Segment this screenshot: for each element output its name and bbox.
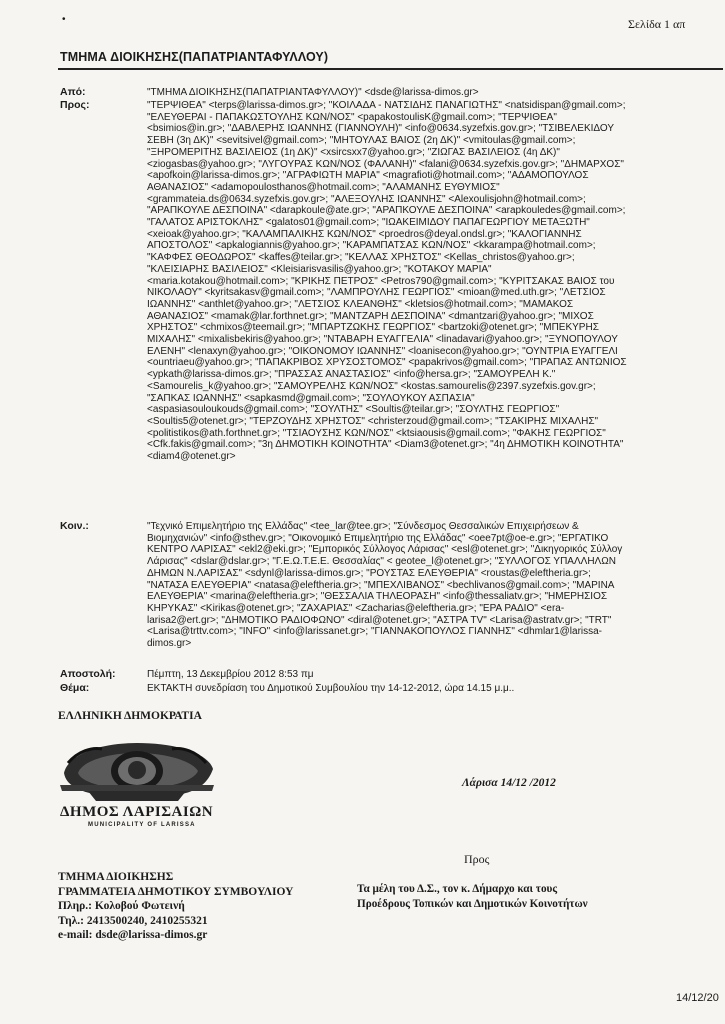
cc-recipient-line: "Τεχνικό Επιμελητήριο της Ελλάδας" <tee_lar@tee.gr>; "Σύνδεσμος Θεσσαλικών Επιχειρήσεων &: [147, 521, 579, 532]
to-label: Προς:: [60, 99, 90, 111]
to-recipient-line: <apofkoin@larissa-dimos.gr>; "ΑΓΡΑΦΙΩΤΗ ΜΑΡΙΑ" <magrafioti@hotmail.com>; "ΑΔΑΜΟΠΟΥΛΟΣ: [147, 170, 589, 182]
to-recipient-line: <Samourelis_k@yahoo.gr>; "ΣΑΜΟΥΡΕΛΗΣ ΚΩΝ/ΝΟΣ" <kostas.samourelis@2397.syzefxis.gov.gr>;: [147, 380, 596, 392]
to-recipient-line: "ΤΕΡΨΙΘΕΑ" <terps@larissa-dimos.gr>; "ΚΟΙΛΑΔΑ - ΝΑΤΣΙΔΗΣ ΠΑΝΑΓΙΩΤΗΣ" <natsidispan@gmail.com>;: [147, 100, 626, 111]
to-recipient-line: ΧΡΗΣΤΟΣ" <chmixos@teemail.gr>; "ΜΠΑΡΤΖΩΚΗΣ ΓΕΩΡΓΙΟΣ" <bartzoki@otenet.gr>; "ΜΠΕΚΥΡΗΣ: [147, 322, 599, 334]
sent-value: [147, 669, 725, 681]
to-recipient-line: <politistikos@ath.forthnet.gr>; "ΤΣΙΑΟΥΣΗΣ ΚΩΝ/ΝΟΣ" <ktsiaousis@gmail.com>; "ΦΑΚΗΣ ΓΕΩΡΓΙΟΣ": [147, 427, 606, 439]
from-value: [147, 87, 725, 99]
footer-date: 14/12/20: [676, 992, 719, 1004]
cc-recipient-line: larisa2@ert.gr>; "ΔΗΜΟΤΙΚΟ ΡΑΔΙΟΦΩΝΟ" <diral@otenet.gr>; "ΑΣΤΡΑ TV" <Larisa@astratv.gr>; "TRT": [147, 614, 612, 626]
to-recipient-line: "ΞΗΡΟΜΕΡΙΤΗΣ ΒΑΣΙΛΕΙΟΣ (1η ΔΚ)" <xsircsxx7@yahoo.gr>; "ΖΙΩΓΑΣ ΒΑΣΙΛΕΙΟΣ (4η ΔΚ)": [147, 146, 560, 158]
sender-secretariat: ΓΡΑΜΜΑΤΕΙΑ ΔΗΜΟΤΙΚΟΥ ΣΥΜΒΟΥΛΙΟΥ: [58, 885, 294, 898]
municipality-name: ΔΗΜΟΣ ΛΑΡΙΣΑΙΩΝ: [60, 804, 214, 820]
to-recipient-line: <aspasiasouloukouds@gmail.com>; "ΣΟΥΛΤΗΣ" <Soultis@teilar.gr>; "ΣΟΥΛΤΗΣ ΓΕΩΡΓΙΟΣ": [147, 404, 560, 416]
letter-to-label: Προς: [464, 852, 490, 866]
to-recipient-line: <Cfk.fakis@gmail.com>; "3η ΔΗΜΟΤΙΚΗ ΚΟΙΝΟΤΗΤΑ" <Diam3@otenet.gr>; "4η ΔΗΜΟΤΙΚΗ ΚΟΙΝΟΤΗΤΑ": [147, 439, 624, 451]
to-recipient-line: <diam4@otenet.gr>: [147, 451, 236, 463]
government-title: ΕΛΛΗΝΙΚΗ ΔΗΜΟΚΡΑΤΙΑ: [58, 710, 202, 722]
cc-label: Κοιν.:: [60, 520, 89, 532]
sender-block: [58, 870, 293, 943]
sent-date: Πέμπτη, 13 Δεκεμβρίου 2012 8:53 πμ: [147, 669, 314, 680]
sender-phone: Τηλ.: 2413500240, 2410255321: [58, 914, 208, 927]
to-recipient-line: ΕΛΕΝΗ" <lenaxyn@yahoo.gr>; "ΟΙΚΟΝΟΜΟΥ ΙΩΑΝΝΗΣ" <loanisecon@yahoo.gr>; "ΟΥΝΤΡΙΑ ΕΥΑΓΓΕΛΙ: [147, 345, 618, 357]
email-line: "ΤΜΗΜΑ ΔΙΟΙΚΗΣΗΣ(ΠΑΠΑΤΡΙΑΝΤΑΦΥΛΛΟΥ)" <dsde@larissa-dimos.gr>: [147, 87, 479, 98]
to-recipient-line: ΑΘΑΝΑΣΙΟΣ" <mamak@lar.forthnet.gr>; "ΜΑΝΤΖΑΡΗ ΔΕΣΠΟΙΝΑ" <dmantzari@yahoo.gr>; "ΜΙΧΟΣ: [147, 310, 594, 322]
subject-label: Θέμα:: [60, 682, 90, 694]
cc-recipient-line: ΕΛΕΥΘΕΡΙΑ" <marina@eleftheria.gr>; "ΘΕΣΣΑΛΙΑ ΤΗΛΕΟΡΑΣΗ" <info@thessaliatv.gr>; "ΗΜΕΡΗΣΙΟΣ: [147, 591, 608, 603]
to-recipient-line: <Soultis5@otenet.gr>; "ΤΕΡΖΟΥΔΗΣ ΧΡΗΣΤΟΣ" <christerzoud@gmail.com>; "ΤΣΑΚΙΡΗΣ ΜΙΧΑΛΗΣ": [147, 415, 599, 427]
scan-mark: •: [62, 14, 66, 25]
to-recipient-line: <ziogasbas@yahoo.gr>; "ΛΥΓΟΥΡΑΣ ΚΩΝ/ΝΟΣ (ΦΑΛΑΝΗ)" <falani@0634.syzefxis.gov.gr>; "ΔΗΜΑΡΧΟΣ": [147, 158, 624, 170]
from-label: Από:: [60, 86, 86, 98]
to-recipient-line: "ΓΑΛΑΤΟΣ ΑΡΙΣΤΟΚΛΗΣ" <galatos01@gmail.com>; "ΙΩΑΚΕΙΜΙΔΟΥ ΠΑΠΑΓΕΩΡΓΙΟΥ ΜΕΤΑΞΩΤΗ": [147, 217, 590, 229]
to-recipient-line: "ΑΡΑΠΚΟΥΛΕ ΔΕΣΠΟΙΝΑ" <darapkoule@ate.gr>; "ΑΡΑΠΚΟΥΛΕ ΔΕΣΠΟΙΝΑ" <arapkouledes@gmail.com>;: [147, 205, 626, 217]
municipality-subtitle: MUNICIPALITY OF LARISSA: [88, 822, 196, 828]
department-header: ΤΜΗΜΑ ΔΙΟΙΚΗΣΗΣ(ΠΑΠΑΤΡΙΑΝΤΑΦΥΛΛΟΥ): [60, 50, 329, 64]
cc-recipients: [147, 521, 725, 650]
header-divider: [58, 68, 723, 70]
to-recipient-line: "ΚΑΦΦΕΣ ΘΕΟΔΩΡΟΣ" <kaffes@teilar.gr>; "ΚΕΛΛΑΣ ΧΡΗΣΤΟΣ" <Kellas_christos@yahoo.gr>;: [147, 252, 575, 264]
to-recipient-line: <bsimios@in.gr>; "ΔΑΒΛΕΡΗΣ ΙΩΑΝΝΗΣ (ΓΙΑΝΝΟΥΛΗ)" <info@0634.syzefxis.gov.gr>; "ΤΣΙΒΕΛΕΚΙΔΟΥ: [147, 123, 615, 135]
to-recipient-line: ΑΘΑΝΑΣΙΟΣ" <adamopoulosthanos@hotmail.com>; "ΑΛΑΜΑΝΗΣ ΕΥΘΥΜΙΟΣ": [147, 181, 500, 193]
to-recipient-line: "ΚΛΕΙΣΙΑΡΗΣ ΒΑΣΙΛΕΙΟΣ" <Kleisiarisvasilis@yahoo.gr>; "ΚΟΤΑΚΟΥ ΜΑΡΙΑ": [147, 263, 492, 275]
to-recipient-line: <xeioak@yahoo.gr>; "ΚΑΛΑΜΠΑΛΙΚΗΣ ΚΩΝ/ΝΟΣ" <proedros@deyal.ondsl.gr>; "ΚΑΛΟΓΙΑΝΝΗΣ: [147, 228, 582, 240]
municipality-emblem-icon: [58, 733, 216, 805]
recipient-line: Τα μέλη του Δ.Σ., τον κ. Δήμαρχο και τους: [357, 883, 558, 895]
to-recipient-line: "ΣΑΠΚΑΣ ΙΩΑΝΝΗΣ" <sapkasmd@gmail.com>; "ΣΟΥΛΟΥΚΟΥ ΑΣΠΑΣΙΑ": [147, 392, 475, 404]
cc-recipient-line: Λάρισας" <dslar@dslar.gr>; "Γ.Ε.Ω.Τ.Ε.Ε. Θεσσαλίας" < geotee_l@otenet.gr>; "ΣΥΛΛΟΓΟΣ ΥΠΑΛΛΗΛΩΝ: [147, 556, 616, 568]
to-recipient-line: <ountriaeu@yahoo.gr>; "ΠΑΠΑΚΡΙΒΟΣ ΧΡΥΣΟΣΤΟΜΟΣ" <papakrivos@gmail.com>; "ΠΡΑΠΑΣ ΑΝΤΩΝΙΟΣ: [147, 357, 627, 369]
to-recipient-line: <ypkath@larissa-dimos.gr>; "ΠΡΑΣΣΑΣ ΑΝΑΣΤΑΣΙΟΣ" <info@hersa.gr>; "ΣΑΜΟΥΡΕΛΗ Κ.": [147, 369, 556, 381]
to-recipient-line: <grammateia.ds@0634.syzefxis.gov.gr>; "ΑΛΕΞΟΥΛΗΣ ΙΩΑΝΝΗΣ" <Alexoulisjohn@hotmail.com>;: [147, 193, 586, 205]
sender-department: ΤΜΗΜΑ ΔΙΟΙΚΗΣΗΣ: [58, 871, 174, 883]
recipient-line: Προέδρους Τοπικών και Δημοτικών Κοινοτήτων: [357, 898, 588, 910]
subject-text: ΕΚΤΑΚΤΗ συνεδρίαση του Δημοτικού Συμβουλίου την 14-12-2012, ώρα 14.15 μ.μ..: [147, 683, 515, 694]
cc-recipient-line: ΔΗΜΩΝ Ν.ΛΑΡΙΣΑΣ" <sdynl@larissa-dimos.gr>; "ΡΟΥΣΤΑΣ ΕΛΕΥΘΕΡΙΑ" <roustas@eleftheria.gr>;: [147, 567, 591, 579]
to-recipients: [147, 100, 725, 463]
cc-recipient-line: Βιομηχανιών" <info@sthev.gr>; "Οικονομικό Επιμελητήριο της Ελλάδας" <oee7pt@oe-e.gr>; "ΕΡΓΑΤΙΚΟ: [147, 532, 609, 544]
to-recipient-line: ΙΩΑΝΝΗΣ" <anthlet@yahoo.gr>; "ΛΕΤΣΙΟΣ ΚΛΕΑΝΘΗΣ" <kletsios@hotmail.com>; "ΜΑΜΑΚΟΣ: [147, 298, 574, 310]
sender-contact-person: Πληρ.: Κολοβού Φωτεινή: [58, 900, 185, 912]
cc-recipient-line: <Larisa@trttv.com>; "INFO" <info@larissanet.gr>; "ΓΙΑΝΝΑΚΟΠΟΥΛΟΣ ΓΙΑΝΝΗΣ" <dhmlar1@larissa-: [147, 626, 603, 638]
recipient-block: [357, 882, 588, 912]
to-recipient-line: ΑΠΟΣΤΟΛΟΣ" <apkalogiannis@yahoo.gr>; "ΚΑΡΑΜΠΑΤΣΑΣ ΚΩΝ/ΝΟΣ" <kkarampa@hotmail.com>;: [147, 240, 596, 252]
page-number: Σελίδα 1 απ: [628, 17, 686, 31]
subject-value: [147, 683, 725, 695]
to-recipient-line: ΝΙΚΟΛΑΟΥ" <kyritsakasv@gmail.com>; "ΛΑΜΠΡΟΥΛΗΣ ΓΕΩΡΓΙΟΣ" <mioan@med.uth.gr>; "ΛΕΤΣΙΟΣ: [147, 287, 606, 299]
sender-email: e-mail: dsde@larissa-dimos.gr: [58, 929, 208, 941]
place-date: Λάρισα 14/12 /2012: [462, 777, 556, 789]
to-recipient-line: <maria.kotakou@hotmail.com>; "ΚΡΙΚΗΣ ΠΕΤΡΟΣ" <Petros790@gmail.com>; "ΚΥΡΙΤΣΑΚΑΣ ΒΑΙΟΣ του: [147, 275, 615, 287]
sent-label: Αποστολή:: [60, 668, 116, 680]
to-recipient-line: "ΕΛΕΥΘΕΡΑΙ - ΠΑΠΑΚΩΣΤΟΥΛΗΣ ΚΩΝ/ΝΟΣ" <papakostoulisK@gmail.com>; "ΤΕΡΨΙΘΕΑ": [147, 111, 557, 123]
cc-recipient-line: dimos.gr>: [147, 638, 192, 650]
to-recipient-line: ΣΕΒΗ (3η ΔΚ)" <sevitsivel@gmail.com>; "ΜΗΤΟΥΛΑΣ ΒΑΙΟΣ (2η ΔΚ)" <vmitoulas@gmail.com>;: [147, 135, 576, 147]
to-recipient-line: ΜΙΧΑΛΗΣ" <mixalisbekiris@yahoo.gr>; "ΝΤΑΒΑΡΗ ΕΥΑΓΓΕΛΙΑ" <linadavari@yahoo.gr>; "ΞΥΝΟΠΟΥΛΟΥ: [147, 334, 618, 346]
cc-recipient-line: ΚΕΝΤΡΟ ΛΑΡΙΣΑΣ" <ekl2@eki.gr>; "Εμπορικός Σύλλογος Λάρισας" <esl@otenet.gr>; "Δικηγορικός Σύλλογ: [147, 544, 623, 556]
cc-recipient-line: ΚΗΡΥΚΑΣ" <Kirikas@otenet.gr>; "ΖΑΧΑΡΙΑΣ" <Zacharias@eleftheria.gr>; "ΕΡΑ ΡΑΔΙΟ" <era-: [147, 602, 565, 614]
cc-recipient-line: "ΝΑΤΑΣΑ ΕΛΕΥΘΕΡΙΑ" <natasa@eleftheria.gr>; "ΜΠΕΧΛΙΒΑΝΟΣ" <bechlivanos@gmail.com>; "ΜΑΡΙΝΑ: [147, 579, 615, 591]
